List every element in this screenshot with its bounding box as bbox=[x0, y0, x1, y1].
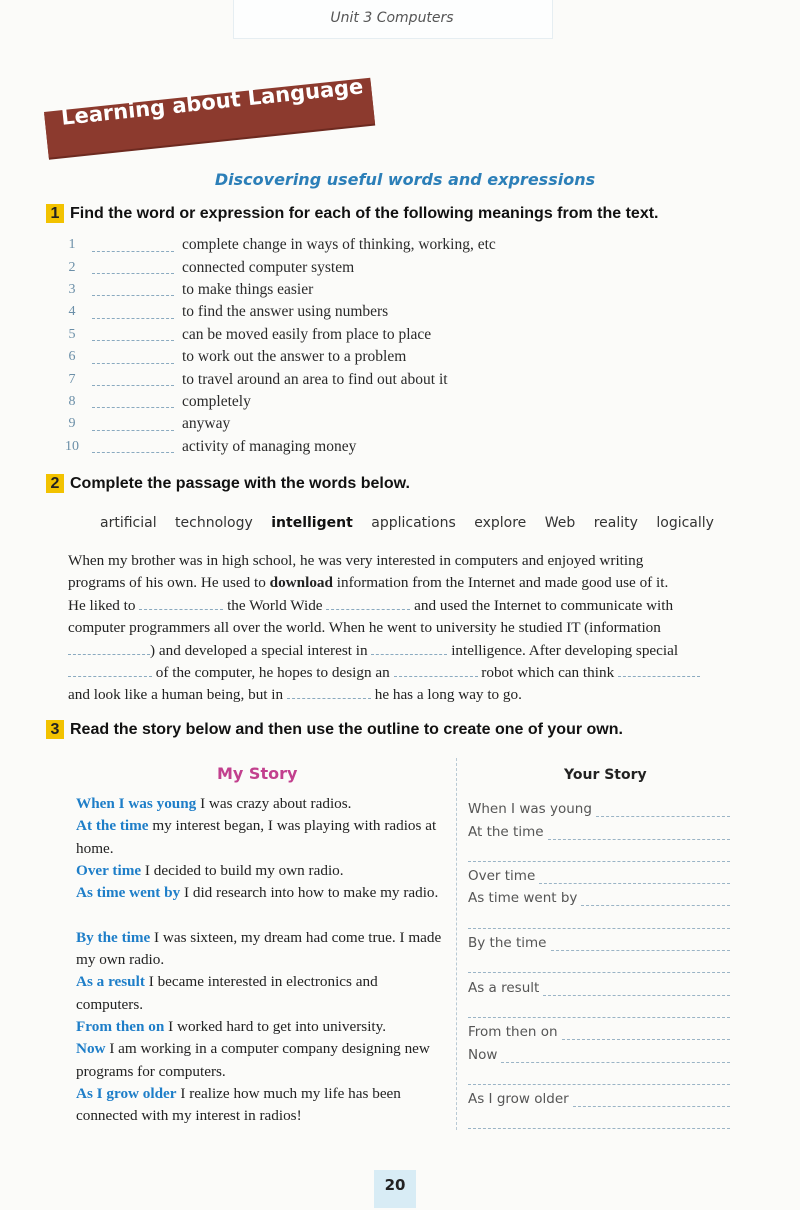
passage-blank[interactable] bbox=[618, 664, 700, 677]
task-number: 1 bbox=[46, 204, 64, 223]
passage-blank[interactable] bbox=[287, 686, 371, 699]
outline-row bbox=[468, 884, 730, 906]
outline-phrase: As time went by bbox=[468, 890, 578, 907]
outline-blank[interactable] bbox=[539, 873, 730, 884]
story-text: I was sixteen, my dream had come true. I made my own radio. bbox=[76, 928, 442, 969]
outline-blank[interactable] bbox=[562, 1029, 730, 1040]
outline-row bbox=[468, 1063, 730, 1085]
passage-line bbox=[68, 572, 748, 594]
passage-text: intelligence. After developing special bbox=[451, 641, 679, 659]
item-number: 10 bbox=[65, 438, 79, 454]
answer-blank[interactable] bbox=[92, 261, 174, 274]
outline-blank[interactable] bbox=[543, 985, 730, 996]
item-meaning: can be moved easily from place to place bbox=[182, 325, 432, 343]
task-1-list bbox=[62, 234, 496, 458]
word-bank-item: explore bbox=[474, 515, 527, 531]
item-meaning: complete change in ways of thinking, working, etc bbox=[182, 236, 496, 254]
passage-text: and used the Internet to communicate with bbox=[414, 596, 674, 614]
list-item bbox=[62, 436, 496, 458]
outline-blank[interactable] bbox=[581, 895, 730, 906]
passage-text: When my brother was in high school, he was very interested in computers and enjoyed writing bbox=[68, 552, 644, 569]
task-number: 3 bbox=[46, 720, 64, 739]
passage-blank[interactable] bbox=[394, 664, 478, 677]
story-phrase: Over time bbox=[76, 861, 142, 879]
column-divider bbox=[456, 758, 457, 1130]
story-text: I realize how much my life has been connected with my interest in radios! bbox=[76, 1084, 401, 1125]
story-text: I did research into how to make my radio. bbox=[180, 884, 439, 902]
outline-blank[interactable] bbox=[468, 1074, 730, 1085]
outline-blank[interactable] bbox=[501, 1052, 730, 1063]
item-number: 1 bbox=[68, 237, 76, 253]
passage-line bbox=[68, 684, 748, 706]
story-paragraph bbox=[76, 1016, 446, 1038]
item-meaning: activity of managing money bbox=[182, 437, 357, 455]
outline-phrase: From then on bbox=[468, 1024, 558, 1041]
outline-row bbox=[468, 1085, 730, 1107]
task-1-heading bbox=[46, 204, 659, 223]
outline-phrase: By the time bbox=[468, 935, 547, 952]
story-paragraph bbox=[76, 1083, 446, 1128]
passage-text: ) and developed a special interest in bbox=[150, 641, 368, 659]
passage-line bbox=[68, 595, 748, 617]
outline-blank[interactable] bbox=[468, 851, 730, 862]
story-paragraph bbox=[76, 815, 446, 860]
word-bank bbox=[100, 515, 728, 531]
word-bank-item: technology bbox=[175, 515, 253, 531]
word-bank-item: Web bbox=[544, 515, 576, 531]
your-story-title: Your Story bbox=[564, 767, 647, 783]
item-number: 6 bbox=[68, 349, 76, 365]
list-item bbox=[62, 234, 496, 256]
task-instruction: Complete the passage with the words below. bbox=[70, 475, 410, 492]
list-item bbox=[62, 391, 496, 413]
story-phrase: As I grow older bbox=[76, 1084, 177, 1102]
outline-row bbox=[468, 973, 730, 995]
word-bank-item: logically bbox=[656, 515, 714, 531]
outline-phrase: As a result bbox=[468, 979, 540, 996]
unit-title: Unit 3 Computers bbox=[330, 10, 454, 26]
answer-blank[interactable] bbox=[92, 440, 174, 453]
section-subtitle: Discovering useful words and expressions bbox=[214, 170, 596, 189]
outline-phrase: As I grow older bbox=[468, 1091, 569, 1108]
item-number: 3 bbox=[68, 281, 76, 297]
item-number: 9 bbox=[68, 416, 76, 432]
passage-text: and look like a human being, but in bbox=[68, 686, 284, 704]
outline-blank[interactable] bbox=[573, 1096, 730, 1107]
answer-blank[interactable] bbox=[92, 328, 174, 341]
task-2-heading bbox=[46, 474, 410, 493]
item-number: 4 bbox=[68, 304, 76, 320]
word-bank-item: reality bbox=[593, 515, 638, 531]
story-phrase: At the time bbox=[76, 817, 149, 835]
word-bank-item: intelligent bbox=[271, 515, 353, 531]
story-paragraph bbox=[76, 860, 446, 882]
passage-line bbox=[68, 640, 748, 662]
page-number: 20 bbox=[374, 1170, 416, 1208]
item-meaning: completely bbox=[182, 392, 251, 410]
passage-blank[interactable] bbox=[68, 642, 150, 655]
story-phrase: From then on bbox=[76, 1017, 165, 1035]
section-title: Learning about Language bbox=[60, 74, 365, 130]
passage-blank[interactable] bbox=[326, 597, 410, 610]
story-paragraph bbox=[76, 1038, 446, 1083]
story-paragraph bbox=[76, 882, 446, 927]
list-item bbox=[62, 368, 496, 390]
passage-blank[interactable] bbox=[139, 597, 223, 610]
story-phrase: Now bbox=[76, 1040, 106, 1058]
answer-blank[interactable] bbox=[92, 283, 174, 296]
story-phrase: As time went by bbox=[76, 884, 181, 902]
item-meaning: to travel around an area to find out about it bbox=[182, 370, 448, 388]
answer-blank[interactable] bbox=[92, 351, 174, 364]
item-meaning: to make things easier bbox=[182, 280, 314, 298]
outline-phrase: At the time bbox=[468, 823, 544, 840]
word-bank-item: artificial bbox=[100, 515, 157, 531]
story-paragraph bbox=[76, 793, 446, 815]
outline-row bbox=[468, 795, 730, 817]
passage-text: computer programmers all over the world. When he went to university he studied IT (information bbox=[68, 619, 661, 637]
item-meaning: anyway bbox=[182, 415, 231, 433]
list-item bbox=[62, 324, 496, 346]
outline-blank[interactable] bbox=[468, 962, 730, 973]
answer-blank[interactable] bbox=[92, 306, 174, 319]
answer-blank[interactable] bbox=[92, 373, 174, 386]
outline-blank[interactable] bbox=[548, 829, 730, 840]
story-paragraph bbox=[76, 927, 446, 972]
passage-blank[interactable] bbox=[371, 642, 447, 655]
outline-blank[interactable] bbox=[551, 940, 731, 951]
story-text: I am working in a computer company designing new programs for computers. bbox=[76, 1040, 430, 1080]
outline-blank[interactable] bbox=[468, 1007, 730, 1018]
passage-blank[interactable] bbox=[68, 664, 152, 677]
outline-blank[interactable] bbox=[596, 806, 730, 817]
task-instruction: Read the story below and then use the outline to create one of your own. bbox=[70, 721, 623, 738]
task-number: 2 bbox=[46, 474, 64, 493]
passage-line bbox=[68, 550, 748, 572]
outline-blank[interactable] bbox=[468, 918, 730, 929]
list-item bbox=[62, 279, 496, 301]
story-text: my interest began, I was playing with radios at home. bbox=[76, 817, 437, 857]
story-text: I decided to build my own radio. bbox=[141, 861, 344, 879]
story-paragraph bbox=[76, 971, 446, 1016]
outline-row bbox=[468, 1018, 730, 1040]
passage-text: the World Wide bbox=[227, 596, 323, 614]
answer-blank[interactable] bbox=[92, 418, 174, 431]
answer-blank[interactable] bbox=[92, 395, 174, 408]
outline-row bbox=[468, 1040, 730, 1062]
outline-row bbox=[468, 840, 730, 862]
list-item bbox=[62, 301, 496, 323]
passage-text: of the computer, he hopes to design an bbox=[155, 664, 390, 682]
my-story-title: My Story bbox=[217, 764, 298, 783]
story-text: I became interested in electronics and computers. bbox=[76, 973, 378, 1013]
story-text: I was crazy about radios. bbox=[196, 795, 352, 812]
item-meaning: connected computer system bbox=[182, 258, 355, 276]
word-bank-item: applications bbox=[371, 515, 456, 531]
item-number: 5 bbox=[68, 326, 76, 342]
passage-line bbox=[68, 617, 748, 639]
item-number: 8 bbox=[68, 393, 76, 409]
outline-row bbox=[468, 1107, 730, 1129]
answer-blank[interactable] bbox=[92, 239, 174, 252]
passage-text: robot which can think bbox=[481, 664, 615, 682]
story-text: I worked hard to get into university. bbox=[164, 1017, 387, 1035]
my-story bbox=[76, 793, 446, 1127]
outline-blank[interactable] bbox=[468, 1118, 730, 1129]
outline-row bbox=[468, 906, 730, 928]
outline-phrase: When I was young bbox=[468, 801, 592, 818]
outline-row bbox=[468, 929, 730, 951]
task-3-heading bbox=[46, 720, 623, 739]
outline-row bbox=[468, 862, 730, 884]
your-story bbox=[468, 795, 730, 1129]
outline-row bbox=[468, 951, 730, 973]
story-phrase: By the time bbox=[76, 928, 151, 946]
outline-phrase: Over time bbox=[468, 868, 536, 885]
passage-text: He liked to bbox=[68, 596, 136, 614]
outline-row bbox=[468, 817, 730, 839]
item-number: 7 bbox=[68, 371, 76, 387]
list-item bbox=[62, 346, 496, 368]
item-meaning: to find the answer using numbers bbox=[182, 303, 389, 321]
story-phrase: As a result bbox=[76, 973, 145, 991]
item-meaning: to work out the answer to a problem bbox=[182, 348, 407, 366]
passage-line bbox=[68, 662, 748, 684]
list-item bbox=[62, 256, 496, 278]
passage-keyword: download bbox=[269, 574, 333, 592]
item-number: 2 bbox=[68, 259, 76, 275]
passage bbox=[68, 550, 748, 707]
task-instruction: Find the word or expression for each of the following meanings from the text. bbox=[70, 205, 659, 222]
passage-text: information from the Internet and made good use of it. bbox=[336, 574, 669, 592]
list-item bbox=[62, 413, 496, 435]
passage-text: he has a long way to go. bbox=[374, 686, 522, 704]
passage-text: programs of his own. He used to bbox=[68, 574, 266, 592]
story-phrase: When I was young bbox=[76, 795, 197, 812]
outline-phrase: Now bbox=[468, 1046, 498, 1063]
outline-row bbox=[468, 996, 730, 1018]
